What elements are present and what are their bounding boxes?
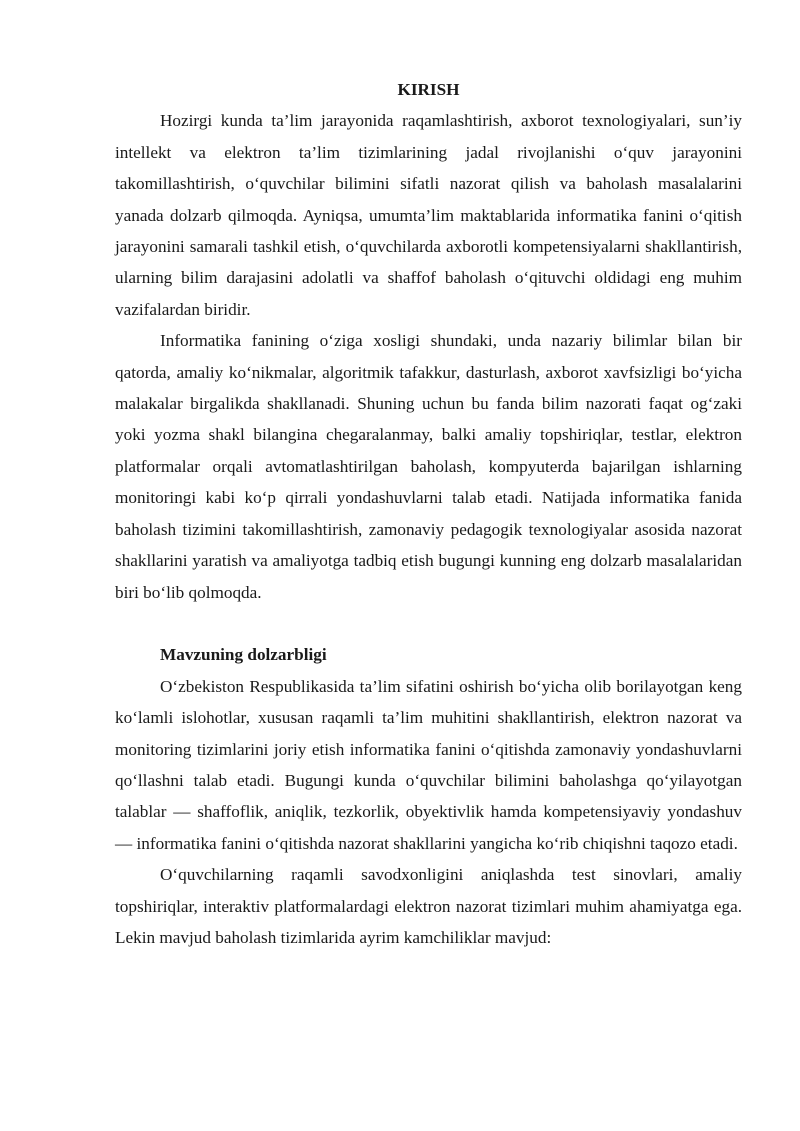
section-paragraph-1: O‘zbekiston Respublikasida ta’lim sifatini oshirish bo‘yicha olib borilayotgan keng ko‘lamli islohotlar, xususan raqamli ta’lim muhitini shakllantirish, elektron nazorat va monitoring tizimlarini joriy etish informatika fanini o‘qitishda zamonaviy yondashuvlarni qo‘llashni talab etadi. Bugungi kunda o‘quvchilar bilimini baholashga qo‘yilayotgan talablar — shaffoflik, aniqlik, tezkorlik, obyektivlik hamda kompetensiyaviy yondashuv — informatika fanini o‘qitishda nazorat shakllarini yangicha ko‘rib chiqishni taqozo etadi. xyxy=(115,676,742,853)
document-title: KIRISH xyxy=(397,80,460,99)
document-page xyxy=(115,74,742,953)
intro-paragraph-1: Hozirgi kunda ta’lim jarayonida raqamlashtirish, axborot texnologiyalari, sun’iy intellekt va elektron ta’lim tizimlarining jadal rivojlanishi o‘quv jarayonini takomillashtirish, o‘quvchilar bilimini sifatli nazorat qilish va baholash masalalarini yanada dolzarb qilmoqda. Ayniqsa, umumta’lim maktablarida informatika fanini o‘qitish jarayonini samarali tashkil etish, o‘quvchilarda axborotli kompetensiyalarni shakllantirish, ularning bilim darajasini adolatli va shaffof baholash o‘qituvchi oldidagi eng muhim vazifalardan biridir. xyxy=(115,111,742,319)
section-heading: Mavzuning dolzarbligi xyxy=(160,645,327,665)
intro-paragraph-2: Informatika fanining o‘ziga xosligi shundaki, unda nazariy bilimlar bilan bir qatorda, amaliy ko‘nikmalar, algoritmik tafakkur, dasturlash, axborot xavfsizligi bo‘yicha malakalar birgalikda shakllanadi. Shuning uchun bu fanda bilim nazorati faqat og‘zaki yoki yozma shakl bilangina chegaralanmay, balki amaliy topshiriqlar, testlar, elektron platformalar orqali avtomatlashtirilgan baholash, kompyuterda bajarilgan ishlarning monitoringi kabi ko‘p qirrali yondashuvlarni talab etadi. Natijada informatika fanida baholash tizimini takomillashtirish, zamonaviy pedagogik texnologiyalar asosida nazorat shakllarini yaratish va amaliyotga tadbiq etish bugungi kunning eng dolzarb masalalaridan biri bo‘lib qolmoqda. xyxy=(115,331,742,602)
section-paragraph-2: O‘quvchilarning raqamli savodxonligini aniqlashda test sinovlari, amaliy topshiriqlar, interaktiv platformalardagi elektron nazorat tizimlari muhim ahamiyatga ega. Lekin mavjud baholash tizimlarida ayrim kamchiliklar mavjud: xyxy=(115,865,742,947)
paragraph-gap xyxy=(115,608,742,639)
